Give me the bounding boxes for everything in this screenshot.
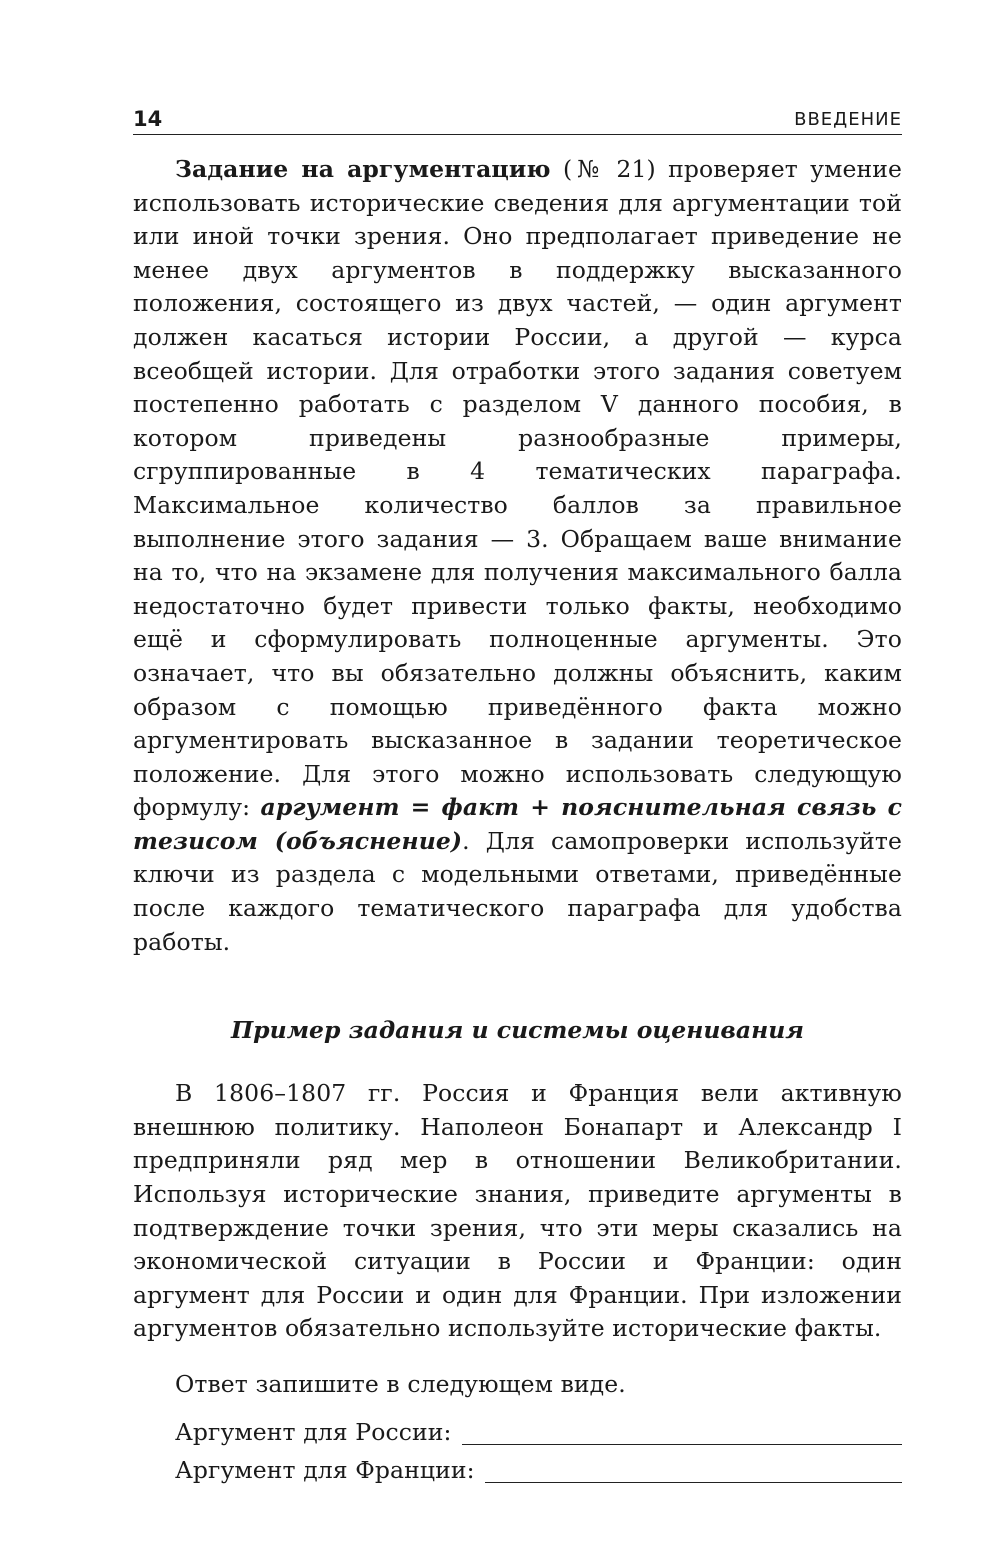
section-title: ВВЕДЕНИЕ [794,109,902,130]
answer-russia-blank[interactable] [462,1443,902,1445]
intro-lead-term: Задание на аргументацию [175,155,551,183]
answer-russia-label: Аргумент для России: [175,1418,452,1446]
intro-paragraph [133,153,902,959]
book-page [133,100,902,1488]
example-heading: Пример задания и системы оценивания [230,1016,805,1045]
answer-france-label: Аргумент для Франции: [175,1456,475,1484]
answer-france-blank[interactable] [485,1481,902,1483]
answer-france-row [175,1454,902,1488]
intro-text-part-1: (№ 21) проверяет умение использовать исторические сведения для аргументации той или иной точки зрения. Оно предполагает приведение не менее двух аргументов в поддержку высказанного положения, состоящего из двух частей, — один аргумент должен касаться истории России, а другой — курса всеобщей истории. Для отработки этого задания советуем постепенно работать с разделом V данного пособия, в котором приведены разнообразные примеры, сгруппированные в 4 тематических параграфа. Максимальное количество баллов за правильное выполнение этого задания — 3. Обращаем ваше внимание на то, что на экзамене для получения максимального балла недостаточно будет привести только факты, необходимо ещё и сформулировать полноценные аргументы. Это означает, что вы обязательно должны объяснить, каким образом с помощью приведённого факта можно аргументировать высказанное в задании теоретическое положение. Для этого можно использовать следующую формулу: [133,155,902,822]
answer-russia-row [175,1416,902,1450]
task-paragraph: В 1806–1807 гг. Россия и Франция вели активную внешнюю политику. Наполеон Бонапарт и Александр I предприняли ряд мер в отношении Великобритании. Используя исторические знания, приведите аргументы в подтверждение точки зрения, что эти меры сказались на экономической ситуации в России и Франции: один аргумент для России и один для Франции. При изложении аргументов обязательно используйте исторические факты. [133,1079,902,1343]
page-number: 14 [133,107,163,131]
intro-text-part-2: . Для самопроверки используйте ключи из раздела с модельными ответами, приведённые после каждого тематического параграфа для удобства работы. [133,826,902,956]
running-head [133,100,902,135]
argument-formula: аргумент = факт + пояснительная связь с тезисом (объяснение) [133,793,903,855]
answer-instruction: Ответ запишите в следующем виде. [175,1370,626,1398]
